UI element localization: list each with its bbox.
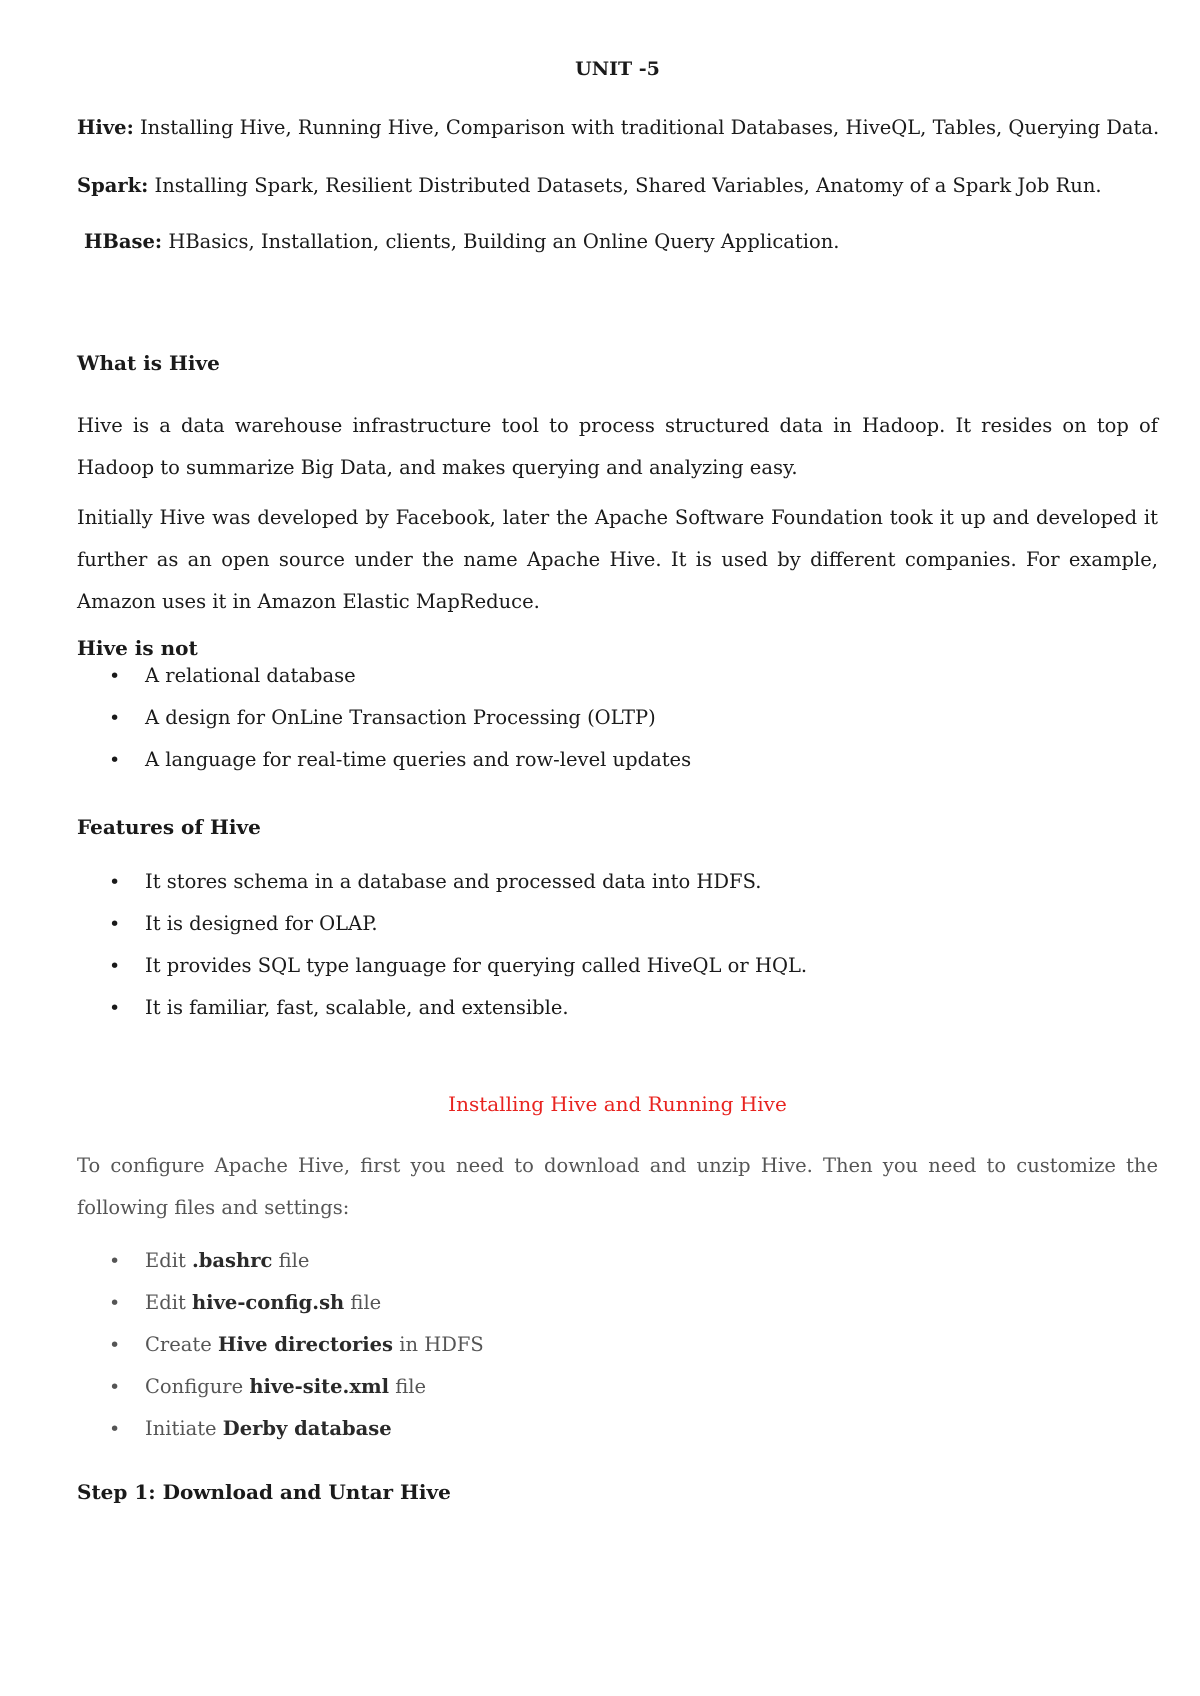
bullet-icon: • bbox=[109, 913, 121, 935]
syllabus-spark bbox=[77, 174, 1158, 197]
list-item: • A language for real-time queries and row-level updates bbox=[77, 739, 1158, 781]
bullet-icon: • bbox=[109, 1250, 121, 1272]
list-item: • Edit hive-config.sh file bbox=[77, 1282, 1158, 1324]
installing-heading: Installing Hive and Running Hive bbox=[448, 1092, 787, 1116]
installing-intro: To configure Apache Hive, first you need to download and unzip Hive. Then you need to customize the following files and settings: bbox=[77, 1154, 1158, 1219]
syllabus-hbase-label: HBase: bbox=[84, 230, 163, 253]
bullet-icon: • bbox=[109, 1334, 121, 1356]
install-steps-list bbox=[77, 1240, 1158, 1450]
bullet-icon: • bbox=[109, 955, 121, 977]
what-is-hive-heading: What is Hive bbox=[77, 351, 220, 375]
bullet-icon: • bbox=[109, 871, 121, 893]
bullet-icon: • bbox=[109, 1376, 121, 1398]
bullet-icon: • bbox=[109, 707, 121, 729]
features-list bbox=[77, 861, 1158, 1029]
list-item: • Initiate Derby database bbox=[77, 1408, 1158, 1450]
syllabus-spark-label: Spark: bbox=[77, 174, 149, 197]
what-is-hive-para2: Initially Hive was developed by Facebook, later the Apache Software Foundation took it up and developed it further as an open source under the name Apache Hive. It is used by different companies. For example, Amazon uses it in Amazon Elastic MapReduce. bbox=[77, 506, 1158, 613]
list-item: • Edit .bashrc file bbox=[77, 1240, 1158, 1282]
list-item: • It is designed for OLAP. bbox=[77, 903, 1158, 945]
list-item: • It stores schema in a database and processed data into HDFS. bbox=[77, 861, 1158, 903]
list-item: • It is familiar, fast, scalable, and extensible. bbox=[77, 987, 1158, 1029]
syllabus-hive bbox=[77, 116, 1158, 139]
list-item: • It provides SQL type language for querying called HiveQL or HQL. bbox=[77, 945, 1158, 987]
features-heading: Features of Hive bbox=[77, 815, 261, 839]
list-item: • Create Hive directories in HDFS bbox=[77, 1324, 1158, 1366]
what-is-hive-para1: Hive is a data warehouse infrastructure tool to process structured data in Hadoop. It resides on top of Hadoop to summarize Big Data, and makes querying and analyzing easy. bbox=[77, 414, 1158, 479]
step1-heading: Step 1: Download and Untar Hive bbox=[77, 1480, 451, 1504]
list-item: • A relational database bbox=[77, 655, 1158, 697]
hive-is-not-list bbox=[77, 655, 1158, 781]
hive-is-not-heading: Hive is not bbox=[77, 636, 198, 660]
syllabus-hbase bbox=[84, 230, 1165, 253]
bullet-icon: • bbox=[109, 1418, 121, 1440]
bullet-icon: • bbox=[109, 665, 121, 687]
syllabus-hive-label: Hive: bbox=[77, 116, 134, 139]
unit-title: UNIT -5 bbox=[575, 58, 660, 80]
bullet-icon: • bbox=[109, 1292, 121, 1314]
bullet-icon: • bbox=[109, 997, 121, 1019]
list-item: • Configure hive-site.xml file bbox=[77, 1366, 1158, 1408]
syllabus-spark-text: Installing Spark, Resilient Distributed Datasets, Shared Variables, Anatomy of a Spark Job Run. bbox=[148, 174, 1102, 197]
syllabus-hbase-text: HBasics, Installation, clients, Building an Online Query Application. bbox=[162, 230, 840, 253]
bullet-icon: • bbox=[109, 749, 121, 771]
list-item: • A design for OnLine Transaction Processing (OLTP) bbox=[77, 697, 1158, 739]
syllabus-hive-text: Installing Hive, Running Hive, Comparison with traditional Databases, HiveQL, Tables, Querying Data. bbox=[133, 116, 1160, 139]
